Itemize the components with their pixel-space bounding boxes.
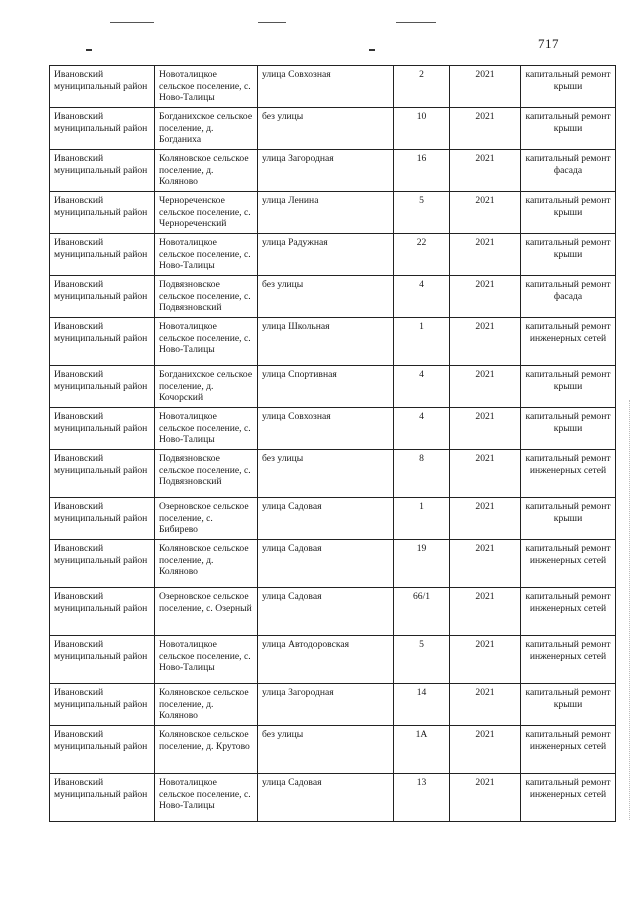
house-number-cell: 4 bbox=[394, 366, 450, 408]
district-cell: Ивановский муниципальный район bbox=[50, 636, 155, 684]
settlement-cell: Озерновское сельское поселение, с. Бибирево bbox=[155, 498, 258, 540]
street-cell: улица Загородная bbox=[258, 684, 394, 726]
table-row bbox=[50, 588, 616, 636]
district-cell: Ивановский муниципальный район bbox=[50, 450, 155, 498]
house-number-cell: 13 bbox=[394, 774, 450, 822]
page-number: 717 bbox=[538, 36, 559, 51]
work-type-cell: капитальный ремонт крыши bbox=[521, 108, 616, 150]
house-number-cell: 5 bbox=[394, 192, 450, 234]
year-cell: 2021 bbox=[450, 684, 521, 726]
house-number-cell: 14 bbox=[394, 684, 450, 726]
house-number-cell: 10 bbox=[394, 108, 450, 150]
house-number-cell: 19 bbox=[394, 540, 450, 588]
year-cell: 2021 bbox=[450, 774, 521, 822]
table-row bbox=[50, 276, 616, 318]
house-number-cell: 66/1 bbox=[394, 588, 450, 636]
work-type-cell: капитальный ремонт инженерных сетей bbox=[521, 726, 616, 774]
street-cell: улица Садовая bbox=[258, 498, 394, 540]
work-type-cell: капитальный ремонт инженерных сетей bbox=[521, 636, 616, 684]
work-type-cell: капитальный ремонт крыши bbox=[521, 684, 616, 726]
year-cell: 2021 bbox=[450, 276, 521, 318]
street-cell: улица Садовая bbox=[258, 540, 394, 588]
table-row bbox=[50, 66, 616, 108]
house-number-cell: 1 bbox=[394, 498, 450, 540]
settlement-cell: Коляновское сельское поселение, д. Коляново bbox=[155, 684, 258, 726]
district-cell: Ивановский муниципальный район bbox=[50, 192, 155, 234]
table-row bbox=[50, 726, 616, 774]
work-type-cell: капитальный ремонт крыши bbox=[521, 408, 616, 450]
scan-artifact bbox=[86, 49, 92, 51]
year-cell: 2021 bbox=[450, 726, 521, 774]
settlement-cell: Новоталицкое сельское поселение, с. Ново-Талицы bbox=[155, 774, 258, 822]
street-cell: без улицы bbox=[258, 276, 394, 318]
work-type-cell: капитальный ремонт крыши bbox=[521, 66, 616, 108]
work-type-cell: капитальный ремонт крыши bbox=[521, 192, 616, 234]
table-row bbox=[50, 150, 616, 192]
street-cell: улица Садовая bbox=[258, 774, 394, 822]
year-cell: 2021 bbox=[450, 234, 521, 276]
table-row bbox=[50, 450, 616, 498]
work-type-cell: капитальный ремонт крыши bbox=[521, 498, 616, 540]
work-type-cell: капитальный ремонт инженерных сетей bbox=[521, 774, 616, 822]
settlement-cell: Новоталицкое сельское поселение, с. Ново-Талицы bbox=[155, 318, 258, 366]
work-type-cell: капитальный ремонт инженерных сетей bbox=[521, 318, 616, 366]
settlement-cell: Коляновское сельское поселение, д. Коляново bbox=[155, 540, 258, 588]
street-cell: улица Автодоровская bbox=[258, 636, 394, 684]
district-cell: Ивановский муниципальный район bbox=[50, 318, 155, 366]
district-cell: Ивановский муниципальный район bbox=[50, 150, 155, 192]
scan-margin-marks bbox=[629, 400, 631, 820]
settlement-cell: Новоталицкое сельское поселение, с. Ново-Талицы bbox=[155, 66, 258, 108]
house-number-cell: 1А bbox=[394, 726, 450, 774]
street-cell: улица Школьная bbox=[258, 318, 394, 366]
registry-table bbox=[49, 65, 616, 822]
settlement-cell: Богданихское сельское поселение, д. Кочорский bbox=[155, 366, 258, 408]
work-type-cell: капитальный ремонт фасада bbox=[521, 276, 616, 318]
district-cell: Ивановский муниципальный район bbox=[50, 366, 155, 408]
district-cell: Ивановский муниципальный район bbox=[50, 234, 155, 276]
settlement-cell: Коляновское сельское поселение, д. Крутово bbox=[155, 726, 258, 774]
table-row bbox=[50, 366, 616, 408]
settlement-cell: Новоталицкое сельское поселение, с. Ново-Талицы bbox=[155, 636, 258, 684]
district-cell: Ивановский муниципальный район bbox=[50, 498, 155, 540]
year-cell: 2021 bbox=[450, 318, 521, 366]
house-number-cell: 1 bbox=[394, 318, 450, 366]
scan-artifact bbox=[110, 22, 154, 23]
scan-artifact bbox=[369, 49, 375, 51]
district-cell: Ивановский муниципальный район bbox=[50, 588, 155, 636]
settlement-cell: Озерновское сельское поселение, с. Озерный bbox=[155, 588, 258, 636]
table-row bbox=[50, 108, 616, 150]
street-cell: улица Совхозная bbox=[258, 66, 394, 108]
work-type-cell: капитальный ремонт инженерных сетей bbox=[521, 588, 616, 636]
settlement-cell: Новоталицкое сельское поселение, с. Ново-Талицы bbox=[155, 408, 258, 450]
year-cell: 2021 bbox=[450, 450, 521, 498]
scan-artifact bbox=[258, 22, 286, 23]
street-cell: улица Ленина bbox=[258, 192, 394, 234]
street-cell: без улицы bbox=[258, 450, 394, 498]
year-cell: 2021 bbox=[450, 498, 521, 540]
district-cell: Ивановский муниципальный район bbox=[50, 684, 155, 726]
settlement-cell: Подвязновское сельское поселение, с. Подвязновский bbox=[155, 450, 258, 498]
table-row bbox=[50, 192, 616, 234]
table-row bbox=[50, 774, 616, 822]
street-cell: без улицы bbox=[258, 726, 394, 774]
table-row bbox=[50, 318, 616, 366]
year-cell: 2021 bbox=[450, 366, 521, 408]
house-number-cell: 16 bbox=[394, 150, 450, 192]
house-number-cell: 8 bbox=[394, 450, 450, 498]
settlement-cell: Новоталицкое сельское поселение, с. Ново-Талицы bbox=[155, 234, 258, 276]
house-number-cell: 4 bbox=[394, 276, 450, 318]
street-cell: без улицы bbox=[258, 108, 394, 150]
house-number-cell: 22 bbox=[394, 234, 450, 276]
street-cell: улица Совхозная bbox=[258, 408, 394, 450]
work-type-cell: капитальный ремонт фасада bbox=[521, 150, 616, 192]
settlement-cell: Подвязновское сельское поселение, с. Подвязновский bbox=[155, 276, 258, 318]
year-cell: 2021 bbox=[450, 636, 521, 684]
district-cell: Ивановский муниципальный район bbox=[50, 408, 155, 450]
district-cell: Ивановский муниципальный район bbox=[50, 66, 155, 108]
street-cell: улица Загородная bbox=[258, 150, 394, 192]
settlement-cell: Коляновское сельское поселение, д. Коляново bbox=[155, 150, 258, 192]
year-cell: 2021 bbox=[450, 66, 521, 108]
house-number-cell: 4 bbox=[394, 408, 450, 450]
table-row bbox=[50, 498, 616, 540]
year-cell: 2021 bbox=[450, 192, 521, 234]
registry-table-body bbox=[50, 66, 616, 822]
table-row bbox=[50, 234, 616, 276]
district-cell: Ивановский муниципальный район bbox=[50, 774, 155, 822]
year-cell: 2021 bbox=[450, 108, 521, 150]
year-cell: 2021 bbox=[450, 540, 521, 588]
year-cell: 2021 bbox=[450, 150, 521, 192]
settlement-cell: Богданихское сельское поселение, д. Богданиха bbox=[155, 108, 258, 150]
year-cell: 2021 bbox=[450, 588, 521, 636]
street-cell: улица Спортивная bbox=[258, 366, 394, 408]
work-type-cell: капитальный ремонт крыши bbox=[521, 234, 616, 276]
work-type-cell: капитальный ремонт инженерных сетей bbox=[521, 450, 616, 498]
work-type-cell: капитальный ремонт инженерных сетей bbox=[521, 540, 616, 588]
table-row bbox=[50, 540, 616, 588]
street-cell: улица Садовая bbox=[258, 588, 394, 636]
table-row bbox=[50, 636, 616, 684]
district-cell: Ивановский муниципальный район bbox=[50, 726, 155, 774]
settlement-cell: Чернореченское сельское поселение, с. Чернореченский bbox=[155, 192, 258, 234]
table-row bbox=[50, 408, 616, 450]
work-type-cell: капитальный ремонт крыши bbox=[521, 366, 616, 408]
district-cell: Ивановский муниципальный район bbox=[50, 540, 155, 588]
year-cell: 2021 bbox=[450, 408, 521, 450]
district-cell: Ивановский муниципальный район bbox=[50, 276, 155, 318]
table-row bbox=[50, 684, 616, 726]
house-number-cell: 2 bbox=[394, 66, 450, 108]
street-cell: улица Радужная bbox=[258, 234, 394, 276]
scan-artifact bbox=[396, 22, 436, 23]
district-cell: Ивановский муниципальный район bbox=[50, 108, 155, 150]
house-number-cell: 5 bbox=[394, 636, 450, 684]
